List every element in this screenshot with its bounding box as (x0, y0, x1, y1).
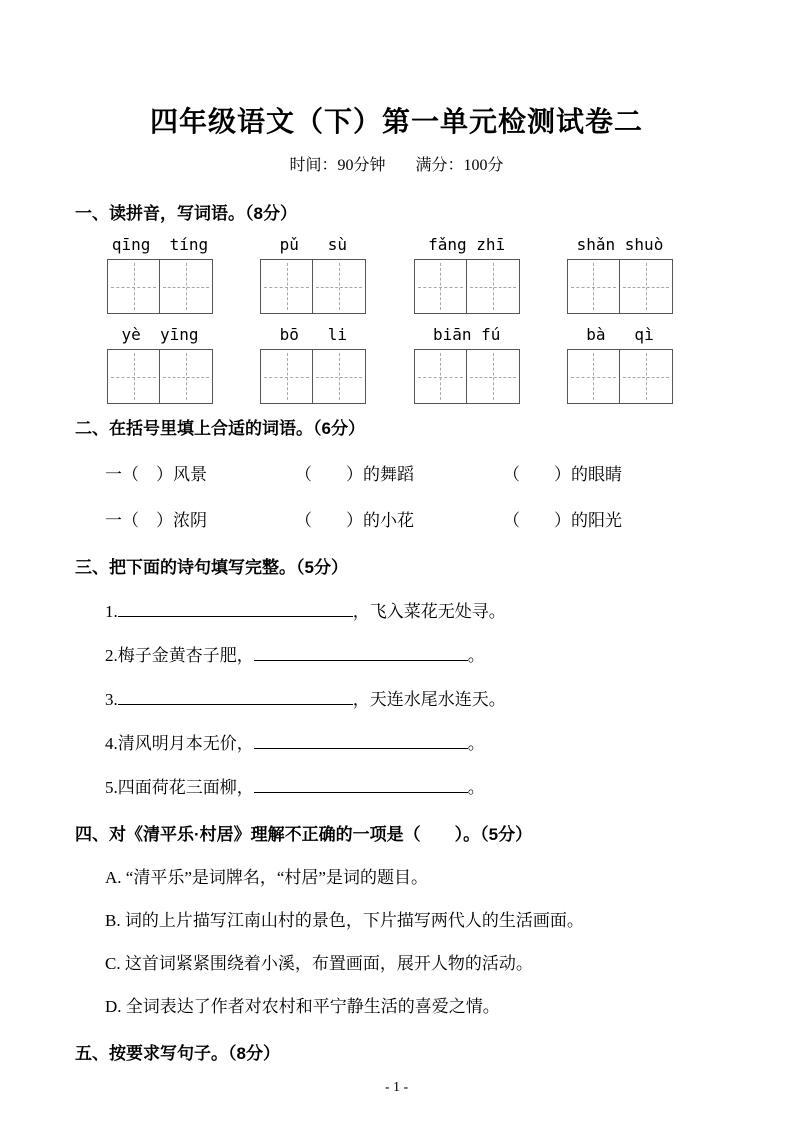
answer-blank (118, 600, 353, 617)
poem-line-after: 。 (467, 778, 485, 797)
option-c: C. 这首词紧紧围绕着小溪，布置画面，展开人物的活动。 (105, 954, 533, 973)
answer-blank (254, 644, 468, 661)
pinyin-label: yè yīng (121, 325, 199, 344)
writing-grid-cell (160, 349, 213, 404)
word-column (260, 314, 366, 404)
fill-word-row (105, 460, 718, 485)
pinyin-grid-row-1 (107, 224, 673, 314)
fill-word-row (105, 506, 718, 531)
exam-info (75, 152, 718, 175)
answer-blank (254, 732, 468, 749)
section-3-heading: 三、把下面的诗句填写完整。（5分） (75, 558, 348, 577)
pinyin-label: bō li (279, 325, 348, 344)
word-column (567, 314, 673, 404)
fill-word-phrase: （ ）的眼睛 (503, 465, 622, 484)
word-column (414, 314, 520, 404)
fill-word-phrase: 一（ ）风景 (105, 465, 207, 484)
poem-line-before: 1. (105, 602, 118, 621)
writing-grid (260, 259, 366, 314)
writing-grid-cell (414, 259, 467, 314)
poem-line (105, 729, 718, 754)
writing-grid-cell (567, 259, 620, 314)
pinyin-label: fǎng zhī (428, 235, 506, 254)
writing-grid-cell (160, 259, 213, 314)
fill-word-phrase: 一（ ）浓阴 (105, 511, 207, 530)
writing-grid (414, 259, 520, 314)
section-5-heading: 五、按要求写句子。（8分） (75, 1044, 280, 1063)
section-4-heading: 四、对《清平乐·村居》理解不正确的一项是（ ）。（5分） (75, 825, 533, 844)
writing-grid-cell (567, 349, 620, 404)
poem-line (105, 773, 718, 798)
poem-line (105, 597, 718, 622)
pinyin-grid-row-2 (107, 314, 673, 404)
writing-grid (567, 349, 673, 404)
poem-line-after: ，天连水尾水连天。 (352, 690, 506, 709)
word-column (414, 224, 520, 314)
poem-line-after: ，飞入菜花无处寻。 (352, 602, 506, 621)
word-column (107, 224, 213, 314)
exam-score: 满分：100分 (415, 157, 504, 174)
poem-line (105, 641, 718, 666)
option-a: A. “清平乐”是词牌名，“村居”是词的题目。 (105, 868, 428, 887)
section-2-heading: 二、在括号里填上合适的词语。（6分） (75, 419, 365, 438)
word-column (567, 224, 673, 314)
writing-grid-cell (107, 259, 160, 314)
poem-line-before: 4.清风明月本无价， (105, 734, 254, 753)
writing-grid-cell (467, 259, 520, 314)
writing-grid-cell (414, 349, 467, 404)
poem-line-after: 。 (467, 734, 485, 753)
pinyin-label: shǎn shuò (576, 235, 664, 254)
writing-grid (260, 349, 366, 404)
pinyin-label: qīng tíng (111, 235, 209, 254)
exam-time: 时间：90分钟 (289, 157, 386, 174)
writing-grid-cell (467, 349, 520, 404)
option-d: D. 全词表达了作者对农村和平宁静生活的喜爱之情。 (105, 997, 500, 1016)
poem-line (105, 685, 718, 710)
pinyin-label: pǔ sù (279, 235, 348, 254)
writing-grid-cell (260, 349, 313, 404)
writing-grid-cell (620, 259, 673, 314)
poem-line-before: 2.梅子金黄杏子肥， (105, 646, 254, 665)
writing-grid-cell (620, 349, 673, 404)
poem-line-after: 。 (467, 646, 485, 665)
word-column (107, 314, 213, 404)
pinyin-label: biān fú (432, 325, 501, 344)
answer-blank (254, 776, 468, 793)
fill-word-phrase: （ ）的阳光 (503, 511, 622, 530)
writing-grid-cell (313, 259, 366, 314)
writing-grid (414, 349, 520, 404)
poem-line-before: 5.四面荷花三面柳， (105, 778, 254, 797)
exam-title: 四年级语文（下）第一单元检测试卷二 (149, 107, 643, 138)
writing-grid (107, 259, 213, 314)
fill-word-phrase: （ ）的舞蹈 (295, 465, 414, 484)
poem-line-before: 3. (105, 690, 118, 709)
option-b: B. 词的上片描写江南山村的景色，下片描写两代人的生活画面。 (105, 911, 584, 930)
writing-grid-cell (107, 349, 160, 404)
fill-word-phrase: （ ）的小花 (295, 511, 414, 530)
writing-grid-cell (260, 259, 313, 314)
page-number: - 1 - (384, 1080, 409, 1095)
section-1-heading: 一、读拼音，写词语。（8分） (75, 204, 297, 223)
word-column (260, 224, 366, 314)
writing-grid-cell (313, 349, 366, 404)
pinyin-label: bà qì (586, 325, 654, 344)
writing-grid (107, 349, 213, 404)
writing-grid (567, 259, 673, 314)
answer-blank (118, 688, 353, 705)
